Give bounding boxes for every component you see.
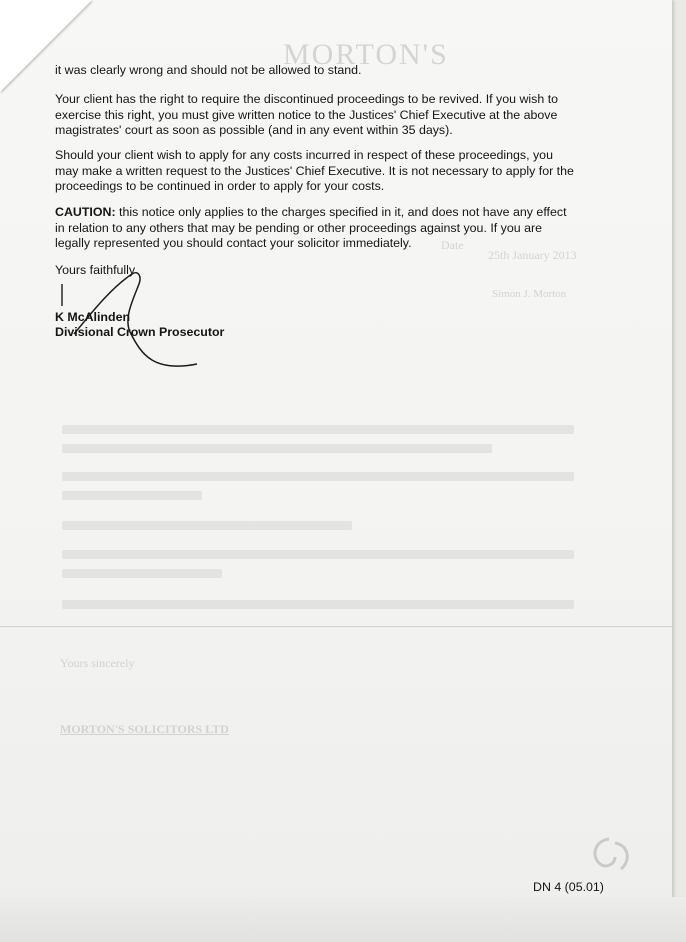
opening-line: it was clearly wrong and should not be allowed to stand. <box>55 63 362 77</box>
ghost-line <box>62 550 574 559</box>
ghost-date-value: 25th January 2013 <box>488 248 577 262</box>
paragraph-revive-proceedings: Your client has the right to require the discontinued proceedings to be revived. If you wish to exercise this right, you must give written notice to the Justices' Chief Executive at the above magistrates' court as soon as possible (and in any event within 35 days). <box>55 92 559 137</box>
ghost-closing: Yours sincerely <box>60 656 135 670</box>
caution-label: CAUTION: <box>55 205 116 219</box>
ghost-line <box>62 472 574 481</box>
ghost-signatory: Simon J. Morton <box>492 288 567 300</box>
ghost-letterhead: MORTON'S <box>283 38 449 71</box>
ghost-line <box>62 491 202 500</box>
ghost-line <box>62 425 574 434</box>
ghost-line <box>62 600 574 609</box>
logo-mark-icon <box>585 835 635 875</box>
ghost-line <box>62 521 352 530</box>
ghost-date-label: Date <box>441 238 464 252</box>
caution-text: this notice only applies to the charges specified in it, and does not have any effect in relation to any others that may be pending or other proceedings against you. If you are legally represented you should contact your solicitor immediately. <box>55 205 567 250</box>
signatory-title: Divisional Crown Prosecutor <box>55 325 225 339</box>
ghost-line <box>62 444 492 453</box>
paragraph-caution <box>55 205 575 252</box>
paragraph-costs: Should your client wish to apply for any costs incurred in respect of these proceedings, you may make a written request to the Justices' Chief Executive. It is not necessary to apply for the proceedings to be continued in order to apply for your costs. <box>55 148 574 193</box>
fold-crease <box>0 626 672 628</box>
ghost-line <box>62 569 222 578</box>
signatory-name: K McAlinden <box>55 310 131 324</box>
scan-bottom-edge <box>0 897 686 942</box>
ghost-firm: MORTON'S SOLICITORS LTD <box>60 722 229 736</box>
form-code: DN 4 (05.01) <box>533 880 604 894</box>
closing-salutation: Yours faithfully <box>55 263 136 277</box>
